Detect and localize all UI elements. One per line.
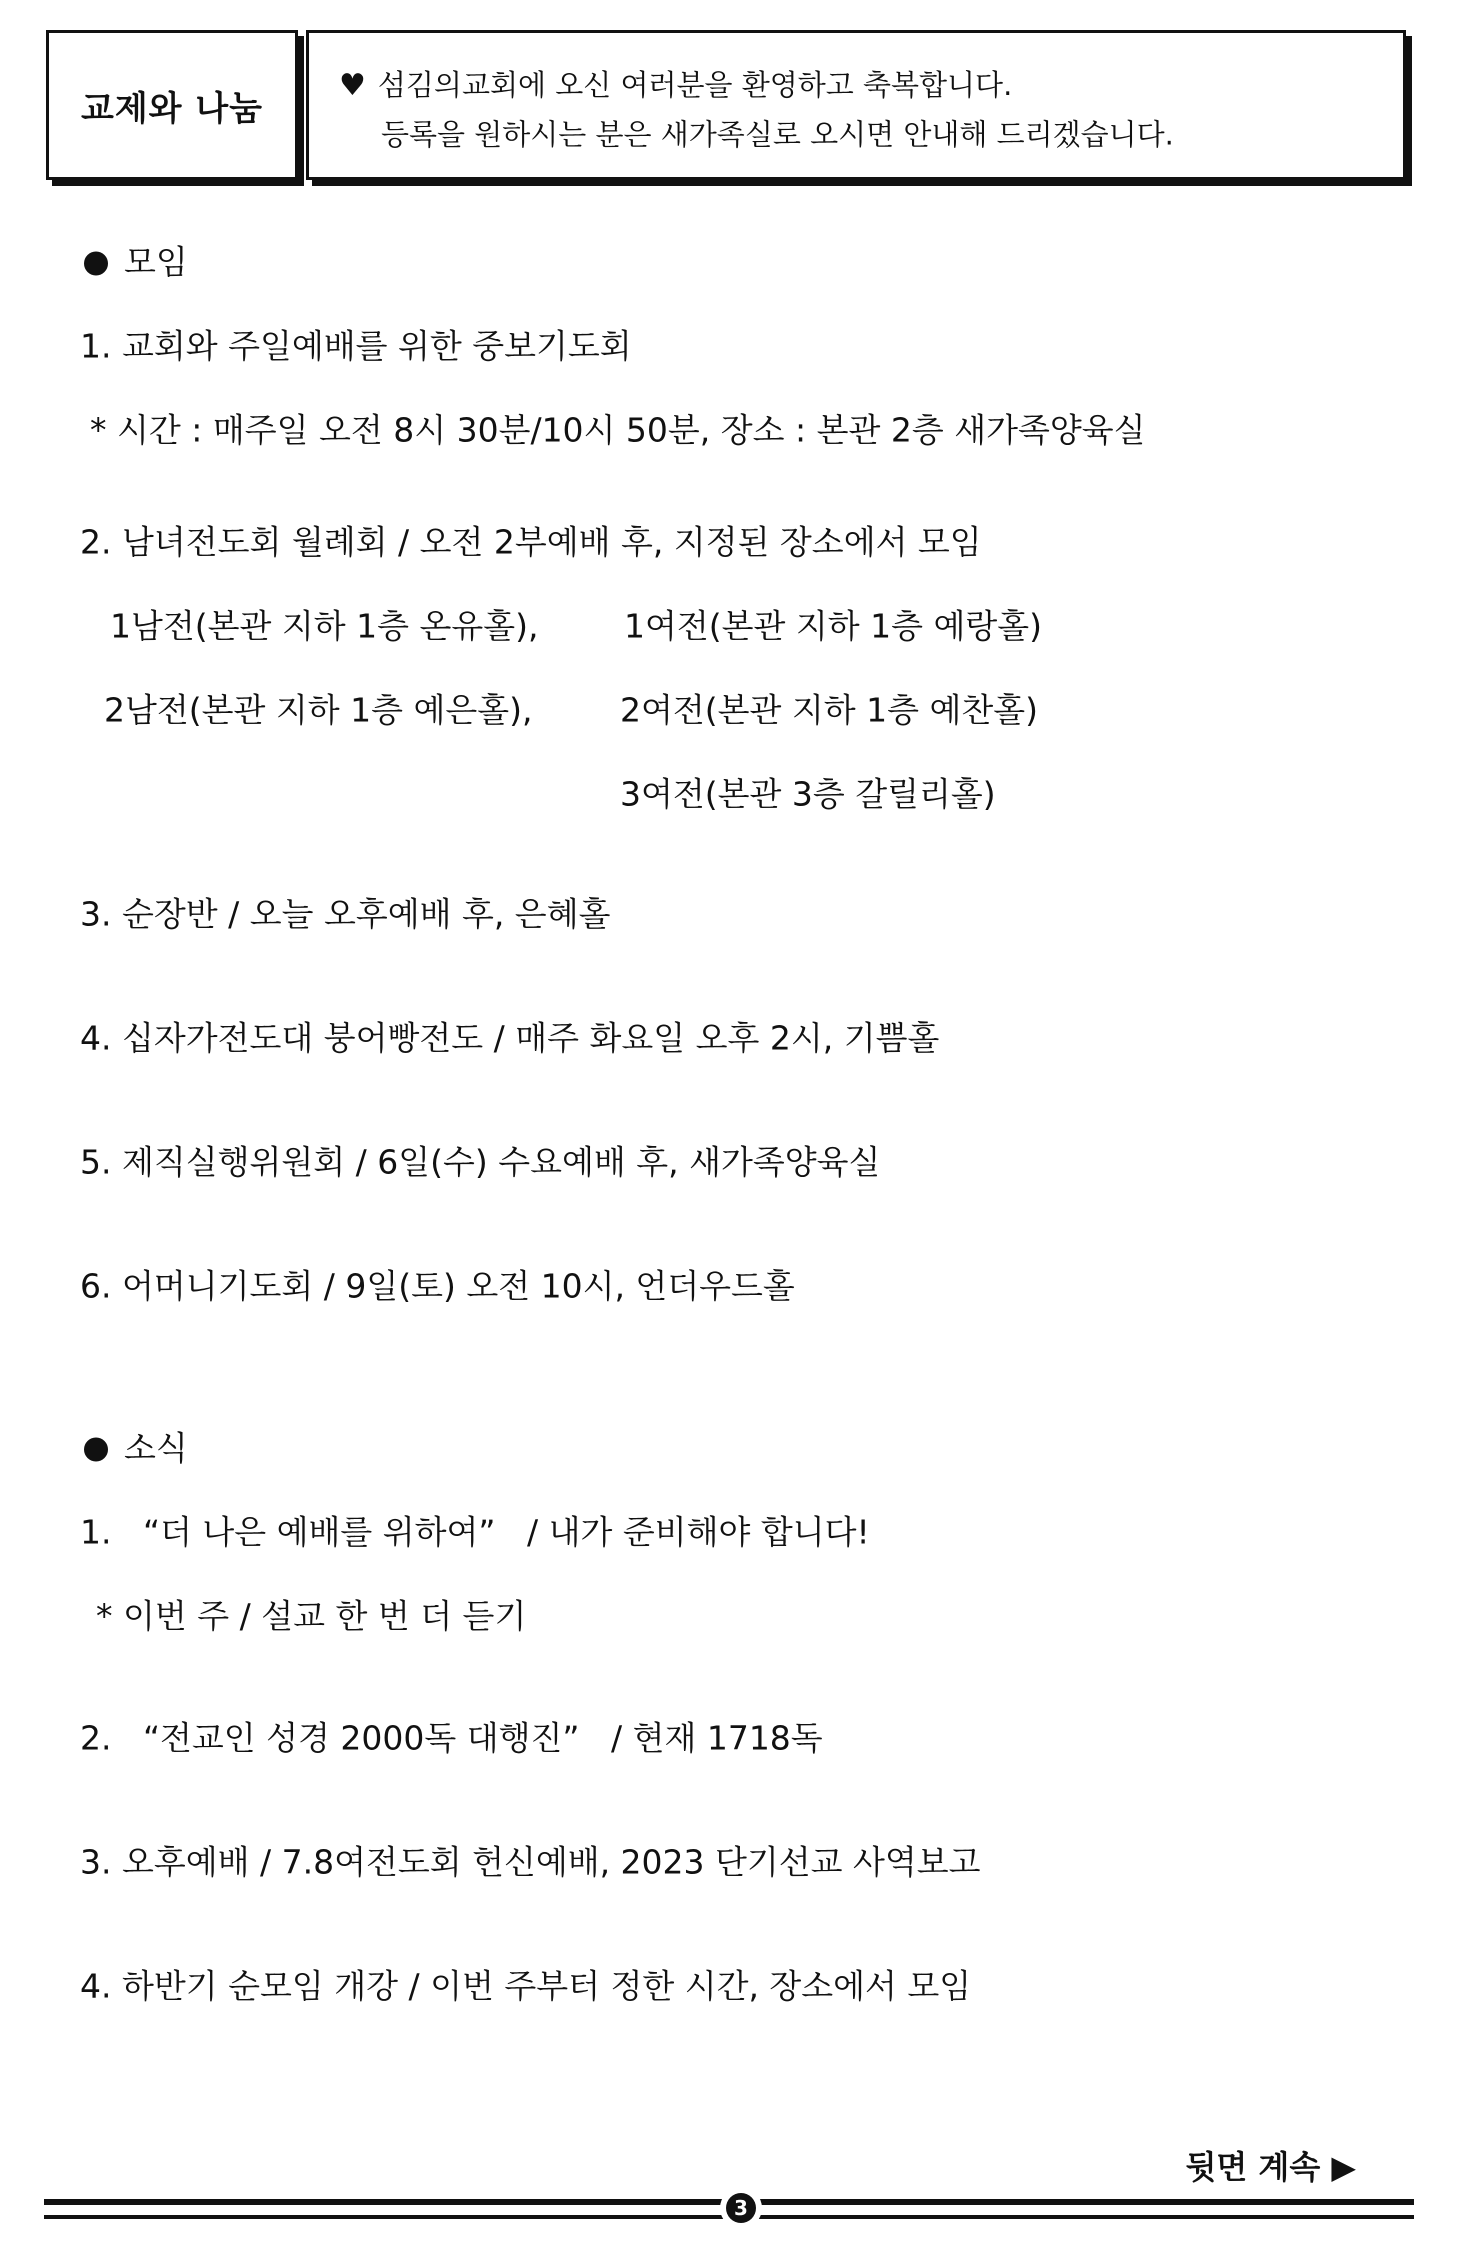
women-group-1: 1여전(본관 지하 1층 예랑홀): [624, 606, 1042, 646]
meeting-item-3: 3. 순장반 / 오늘 오후예배 후, 은혜홀: [80, 894, 611, 934]
meeting-item-5: 5. 제직실행위원회 / 6일(수) 수요예배 후, 새가족양육실: [80, 1142, 881, 1182]
news-item-1-detail: * 이번 주 / 설교 한 번 더 듣기: [96, 1596, 527, 1636]
meetings-heading: [84, 237, 188, 284]
welcome-line-1: [339, 63, 1012, 104]
news-heading-label: 소식: [124, 1428, 188, 1468]
meetings-heading-label: 모임: [124, 242, 188, 282]
continued-on-back-label: 뒷면 계속 ▶: [1185, 2148, 1356, 2186]
page-title: 교제와 나눔: [80, 88, 264, 129]
news-item-4: 4. 하반기 순모임 개강 / 이번 주부터 정한 시간, 장소에서 모임: [80, 1966, 972, 2006]
bullet-icon: [84, 252, 108, 276]
bullet-icon: [84, 1438, 108, 1462]
welcome-text-2: 등록을 원하시는 분은 새가족실로 오시면 안내해 드리겠습니다.: [381, 117, 1174, 152]
men-group-1: 1남전(본관 지하 1층 온유홀),: [110, 606, 539, 646]
news-heading: [84, 1423, 188, 1470]
meeting-item-1-detail: * 시간 : 매주일 오전 8시 30분/10시 50분, 장소 : 본관 2층 새가족양육실: [90, 410, 1146, 450]
welcome-text-1: 섬김의교회에 오신 여러분을 환영하고 축복합니다.: [377, 68, 1013, 102]
meeting-item-4: 4. 십자가전도대 붕어빵전도 / 매주 화요일 오후 2시, 기쁨홀: [80, 1018, 940, 1058]
meeting-item-2: 2. 남녀전도회 월례회 / 오전 2부예배 후, 지정된 장소에서 모임: [80, 522, 982, 562]
news-item-3: 3. 오후예배 / 7.8여전도회 헌신예배, 2023 단기선교 사역보고: [80, 1842, 981, 1882]
heart-icon: ♥: [339, 68, 366, 103]
welcome-box: [306, 30, 1406, 180]
news-item-2: 2. “전교인 성경 2000독 대행진” / 현재 1718독: [80, 1718, 823, 1758]
news-item-1: 1. “더 나은 예배를 위하여” / 내가 준비해야 합니다!: [80, 1512, 870, 1552]
women-group-3: 3여전(본관 3층 갈릴리홀): [620, 774, 996, 814]
meeting-item-6: 6. 어머니기도회 / 9일(토) 오전 10시, 언더우드홀: [80, 1266, 795, 1306]
section-title-box: [46, 30, 298, 180]
meeting-item-1: 1. 교회와 주일예배를 위한 중보기도회: [80, 326, 632, 366]
men-group-2: 2남전(본관 지하 1층 예은홀),: [104, 690, 533, 730]
women-group-2: 2여전(본관 지하 1층 예찬홀): [620, 690, 1038, 730]
page-number: 3: [726, 2193, 756, 2223]
